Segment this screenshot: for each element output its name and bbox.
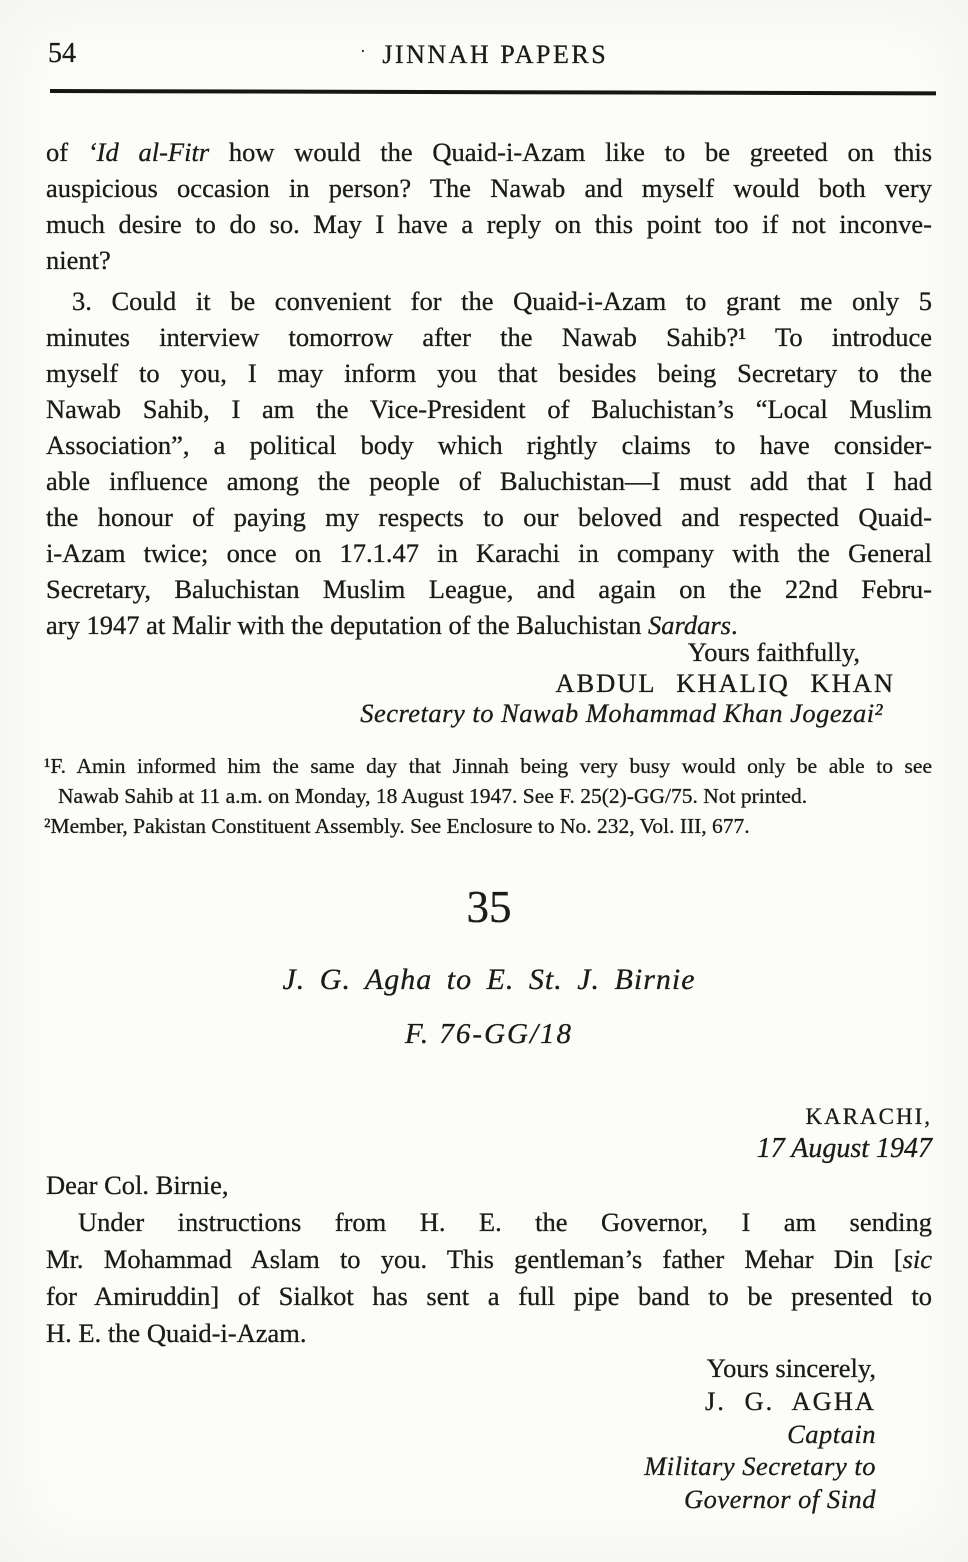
text-segment: Mr. Mohammad Aslam to you. This gentleman’s father Mehar Din [	[46, 1244, 903, 1274]
paragraph	[46, 283, 932, 643]
text-line: Secretary, Baluchistan Muslim League, and again on the 22nd Febru-	[46, 574, 932, 604]
text-segment: .	[730, 610, 738, 640]
letter2-closing-block	[644, 1352, 876, 1516]
file-reference: F. 76-GG/18	[404, 1018, 574, 1050]
text-line: able influence among the people of Baluchistan—I must add that I had	[46, 466, 932, 496]
letter2-body	[46, 1204, 932, 1352]
text-segment: of	[46, 137, 88, 167]
footnote-line: ¹F. Amin informed him the same day that Jinnah being very busy would only be able to see	[44, 754, 932, 778]
text-line: much desire to do so. May I have a reply on this point too if not inconve-	[46, 209, 932, 239]
footnote-line: Nawab Sahib at 11 a.m. on Monday, 18 August 1947. See F. 25(2)-GG/75. Not printed.	[58, 784, 808, 808]
text-line: Association”, a political body which rightly claims to have consider-	[46, 430, 932, 460]
running-title-text: JINNAH PAPERS	[382, 40, 609, 69]
paragraph	[46, 134, 932, 278]
closing-signature: ABDUL KHALIQ KHAN	[555, 667, 895, 698]
closing-title: Secretary to Nawab Mohammad Khan Jogezai²	[360, 698, 883, 728]
text-line: the honour of paying my respects to our beloved and respected Quaid-	[46, 502, 932, 532]
text-segment: how would the Quaid-i-Azam like to be greeted on this	[209, 137, 933, 167]
footnote-line: ²Member, Pakistan Constituent Assembly. See Enclosure to No. 232, Vol. III, 677.	[44, 814, 750, 838]
text-line	[46, 1241, 932, 1278]
document-heading: J. G. Agha to E. St. J. Birnie	[282, 963, 696, 996]
text-line: minutes interview tomorrow after the Nawab Sahib?¹ To introduce	[46, 322, 932, 352]
dateline-place: KARACHI,	[805, 1104, 932, 1129]
text-line: H. E. the Quaid-i-Azam.	[46, 1318, 307, 1348]
text-line: Under instructions from H. E. the Governor, I am sending	[78, 1207, 932, 1237]
running-title	[0, 40, 968, 70]
text-line: myself to you, I may inform you that besides being Secretary to the	[46, 358, 932, 388]
closing-valediction: Yours sincerely,	[706, 1353, 876, 1383]
closing-signature: J. G. AGHA	[704, 1385, 876, 1416]
letter1-closing-block	[360, 637, 895, 729]
header-rule	[50, 89, 936, 95]
italic-term: ‘Id al-Fitr	[87, 137, 210, 167]
text-line: 3. Could it be convenient for the Quaid-i-Azam to grant me only 5	[72, 286, 932, 316]
text-line: auspicious occasion in person? The Nawab and myself would both very	[46, 173, 932, 203]
closing-title-line2: Governor of Sind	[683, 1484, 876, 1515]
text-line: nient?	[46, 245, 111, 275]
text-line	[46, 134, 932, 170]
salutation: Dear Col. Birnie,	[46, 1170, 229, 1200]
italic-term: sic	[902, 1244, 932, 1274]
footnote-section	[44, 751, 932, 841]
italic-term: Sardars	[648, 610, 731, 640]
letter1-body	[46, 134, 932, 643]
dateline-date: 17 August 1947	[756, 1133, 932, 1164]
closing-title-line1: Military Secretary to	[644, 1451, 876, 1482]
closing-rank: Captain	[787, 1418, 876, 1449]
closing-valediction: Yours faithfully,	[687, 637, 860, 667]
page-number: 54	[48, 38, 76, 69]
text-line: i-Azam twice; once on 17.1.47 in Karachi in company with the General	[46, 538, 932, 568]
document-number: 35	[466, 882, 512, 932]
text-segment: ary 1947 at Malir with the deputation of the Baluchistan	[46, 610, 648, 640]
text-line: Nawab Sahib, I am the Vice-President of Baluchistan’s “Local Muslim	[46, 394, 932, 424]
text-line: for Amiruddin] of Sialkot has sent a full pipe band to be presented to	[46, 1281, 932, 1311]
print-speck: ·	[359, 41, 369, 61]
